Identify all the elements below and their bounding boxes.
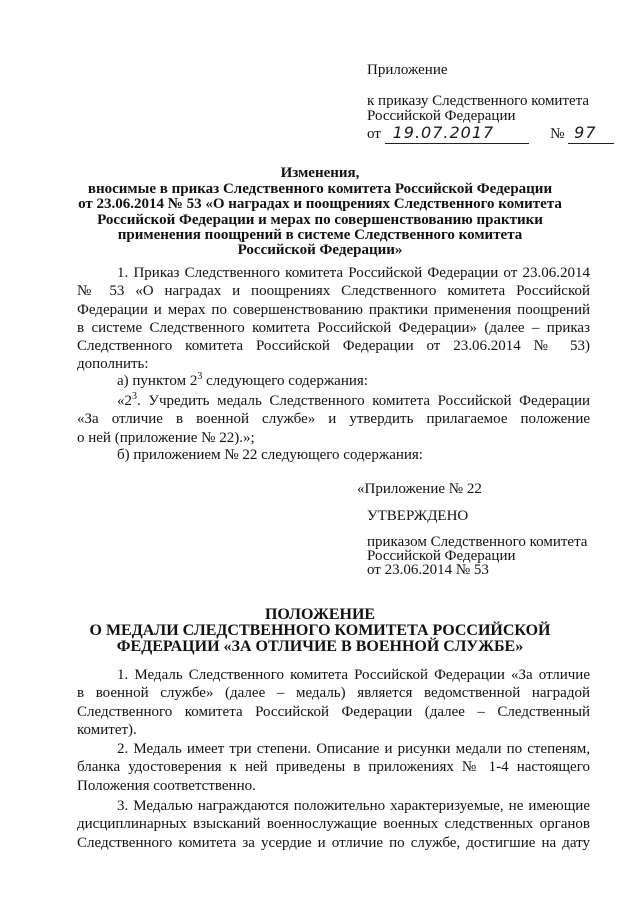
regulation-title-line3: ФЕДЕРАЦИИ «ЗА ОТЛИЧИЕ В ВОЕННОЙ СЛУЖБЕ» xyxy=(116,638,524,655)
regulation-p1 xyxy=(77,666,590,739)
item-a-sup: 3 xyxy=(197,371,203,382)
text-line: дополнить: xyxy=(77,356,149,373)
regulation-p2 xyxy=(77,740,590,795)
text-line: 3. Медалью награждаются положительно характеризуемые, не имеющие xyxy=(117,798,590,814)
order-date-line xyxy=(367,124,614,144)
text-line: 1. Приказ Следственного комитета Российской Федерации от 23.06.2014 xyxy=(117,265,590,281)
to-order-line2: Российской Федерации xyxy=(367,108,516,124)
changes-title-line6: Российской Федерации» xyxy=(237,242,403,258)
text-line: комитет). xyxy=(77,721,137,738)
text-line: Положения соответственно. xyxy=(77,777,256,794)
text-line: в военной службе» (далее – медаль) является ведомственной наградой xyxy=(77,685,590,702)
changes-title-line2: вносимые в приказ Следственного комитета Российской Федерации xyxy=(87,181,553,197)
regulation-title-line2: О МЕДАЛИ СЛЕДСТВЕННОГО КОМИТЕТА РОССИЙСКОЙ xyxy=(89,622,551,639)
text-line: Следственного комитета Российской Федерации от 23.06.2014 № 53) xyxy=(77,338,590,355)
appendix-label: Приложение xyxy=(367,62,448,78)
quote-paragraph xyxy=(77,392,590,447)
quote-line2: «За отличие в военной службе» и утвердить прилагаемое положение xyxy=(77,411,590,428)
changes-title-line3: от 23.06.2014 № 53 «О наградах и поощрениях Следственного комитета xyxy=(78,196,562,212)
changes-title: Изменения, xyxy=(280,165,360,181)
quote-prefix: «2 xyxy=(117,393,132,409)
text-line: Федерации и мерах по совершенствованию практики применения поощрений xyxy=(77,301,590,318)
text-line: 1. Медаль Следственного комитета Российской Федерации «За отличие xyxy=(117,667,590,683)
text-line: Следственного комитета за усердие и отличие по службе, достигшие на дату xyxy=(77,834,590,851)
quote-line1 xyxy=(77,392,590,410)
date-prefix: от xyxy=(367,126,381,142)
number-prefix: № xyxy=(550,126,565,142)
item-a xyxy=(117,373,368,390)
quote-line1-rest: . Учредить медаль Следственного комитета Российской Федерации xyxy=(137,393,590,409)
text-line: бланка удостоверения к ней приведены в приложениях № 1-4 настоящего xyxy=(77,759,590,776)
text-line: в системе Следственного комитета Российской Федерации» (далее – приказ xyxy=(77,319,590,336)
approved-label: УТВЕРЖДЕНО xyxy=(367,508,469,524)
item-a-text: а) пунктом 2 xyxy=(117,373,198,389)
by-order-line3: от 23.06.2014 № 53 xyxy=(367,562,489,578)
item-a-suffix: следующего содержания: xyxy=(202,373,368,389)
appendix22-label: «Приложение № 22 xyxy=(357,481,482,497)
text-line: № 53 «О наградах и поощрениях Следственного комитета Российской xyxy=(77,283,590,300)
item-b: б) приложением № 22 следующего содержания: xyxy=(117,447,423,463)
by-order-line1: приказом Следственного комитета xyxy=(367,534,588,550)
date-field xyxy=(385,124,529,144)
quote-sup: 3 xyxy=(132,391,137,402)
changes-title-line4: Российской Федерации и мерах по совершенствованию практики xyxy=(97,212,543,228)
regulation-p3 xyxy=(77,797,590,852)
by-order-line2: Российской Федерации xyxy=(367,548,516,564)
number-field xyxy=(568,124,614,144)
section1-paragraph xyxy=(77,264,590,374)
to-order-line1: к приказу Следственного комитета xyxy=(367,93,590,109)
regulation-title: ПОЛОЖЕНИЕ xyxy=(264,606,376,623)
text-line: 2. Медаль имеет три степени. Описание и рисунки медали по степеням, xyxy=(117,741,590,757)
text-line: Следственного комитета Российской Федерации (далее – Следственный xyxy=(77,703,590,720)
handwritten-number: 97 xyxy=(574,123,597,142)
quote-line3: о ней (приложение № 22).»; xyxy=(77,429,255,446)
text-line: дисциплинарных взысканий военнослужащие военных следственных органов xyxy=(77,816,590,833)
handwritten-date: 19.07.2017 xyxy=(392,123,495,142)
changes-title-line5: применения поощрений в системе Следственного комитета xyxy=(117,227,523,243)
